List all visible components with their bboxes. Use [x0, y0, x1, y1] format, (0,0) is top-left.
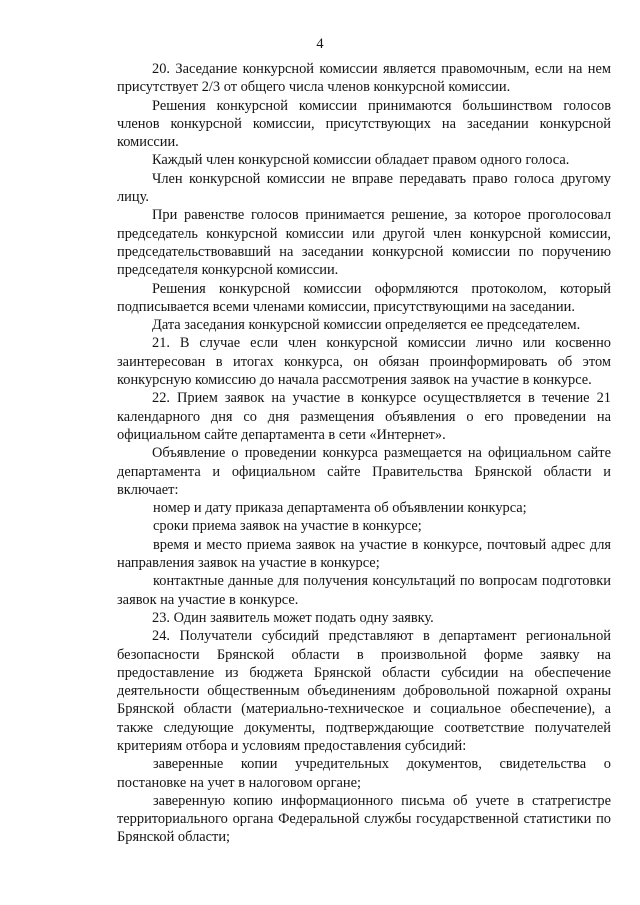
paragraph-one-vote: Каждый член конкурсной комиссии обладает правом одного голоса.: [152, 152, 570, 169]
list-item-deadlines: сроки приема заявок на участие в конкурсе;: [153, 518, 422, 535]
paragraph-meeting-date: Дата заседания конкурсной комиссии определяется ее председателем.: [152, 317, 581, 334]
paragraph-protocol: Решения конкурсной комиссии оформляются протоколом, который подписывается всеми членами комиссии, присутствующими на заседании.: [117, 280, 611, 315]
paragraph-24: 24. Получатели субсидий представляют в департамент региональной безопасности Брянской области в произвольной форме заявку на предоставление из бюджета Брянской области субсидии на обеспечение деятельности общественным объединениям добровольной пожарной охраны Брянской области (материально-техническое и социальное обеспечение), а также следующие документы, подтверждающие соответствие получателей критериям отбора и условиям предоставления субсидий:: [117, 628, 611, 754]
paragraph-equal-votes: При равенстве голосов принимается решение, за которое проголосовал председатель конкурсной комиссии или другой член конкурсной комиссии, председательствовавший на заседании конкурсной комиссии по поручению председателя конкурсной комиссии.: [117, 207, 611, 279]
list-item-contacts: контактные данные для получения консультаций по вопросам подготовки заявок на участие в конкурсе.: [117, 573, 611, 608]
paragraph-21: 21. В случае если член конкурсной комиссии лично или косвенно заинтересован в итогах конкурса, он обязан проинформировать об этом конкурсную комиссию до начала рассмотрения заявок на участие в конкурсе.: [117, 335, 611, 389]
list-item-founding-documents: заверенные копии учредительных документов, свидетельства о постановке на учет в налоговом органе;: [117, 756, 611, 791]
paragraph-no-transfer: Член конкурсной комиссии не вправе передавать право голоса другому лицу.: [117, 170, 611, 206]
list-item-place: время и место приема заявок на участие в конкурсе, почтовый адрес для направления заявок на участие в конкурсе;: [117, 536, 611, 572]
list-item-statregister: заверенную копию информационного письма об учете в статрегистре территориального органа Федеральной службы государственной статистики по Брянской области;: [117, 792, 611, 846]
paragraph-23: 23. Один заявитель может подать одну заявку.: [152, 609, 434, 626]
paragraph-22: 22. Прием заявок на участие в конкурсе осуществляется в течение 21 календарного дня со дня размещения объявления о его проведении на официальном сайте департамента в сети «Интернет».: [117, 390, 611, 443]
paragraph-announcement: Объявление о проведении конкурса размещается на официальном сайте департамента и официальном сайте Правительства Брянской области и включает:: [117, 445, 611, 498]
paragraph-20: 20. Заседание конкурсной комиссии является правомочным, если на нем присутствует 2/3 от общего числа членов конкурсной комиссии.: [117, 61, 611, 96]
list-item-order: номер и дату приказа департамента об объявлении конкурса;: [153, 500, 527, 517]
paragraph-decisions: Решения конкурсной комиссии принимаются большинством голосов членов конкурсной комиссии, присутствующих на заседании конкурсной комиссии.: [117, 97, 611, 151]
page-number: 4: [316, 36, 324, 52]
document-body: [117, 60, 611, 847]
